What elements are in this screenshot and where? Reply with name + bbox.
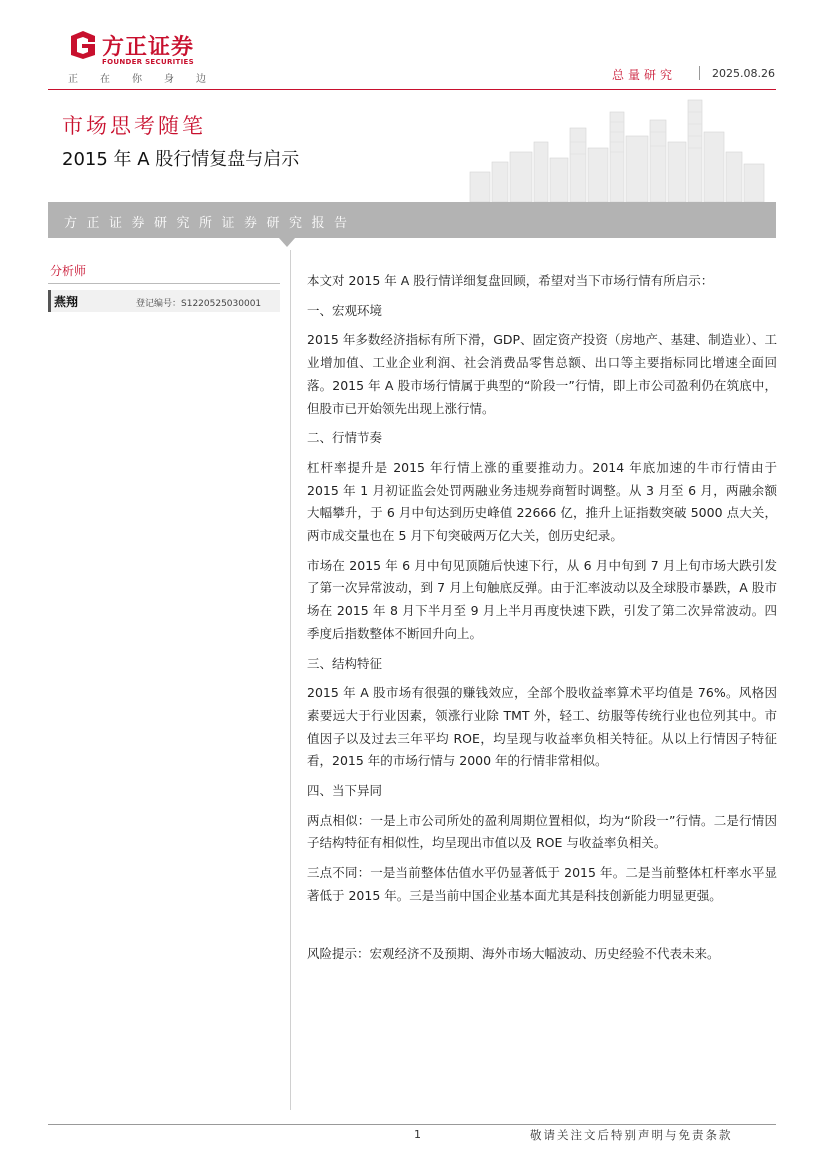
section-paragraph: 杠杆率提升是 2015 年行情上涨的重要推动力。2014 年底加速的牛市行情由于 2015 年 1 月初证监会处罚两融业务违规券商暂时调整。从 3 月至 6 月，两融余额大幅攀升，于 6 月中旬达到历史峰值 22666 亿，推升上证指数突破 5000 点大关，两市成交量也在 5 月下旬突破两万亿大关，创历史纪录。 [307,459,777,544]
section-heading: 三、结构特征 [307,655,383,671]
institute-band [48,202,776,238]
analyst-info [48,290,280,312]
founder-logo [68,30,228,86]
band-notch [279,238,295,247]
logo-slogan: 正在你身边 [68,74,228,85]
institute-band-text: 方正证券研究所证券研究报告 [64,216,357,231]
analyst-accent-bar [48,290,51,312]
section-paragraph: 三点不同：一是当前整体估值水平仍显著低于 2015 年。二是当前整体杠杆率水平显著低于 2015 年。三是当前中国企业基本面尤其是科技创新能力明显更强。 [307,865,777,903]
city-skyline-illustration [430,92,776,202]
column-divider [290,250,291,1110]
section-heading: 一、宏观环境 [307,302,383,318]
risk-warning: 风险提示：宏观经济不及预期、海外市场大幅波动、历史经验不代表未来。 [307,945,720,961]
report-title: 2015 年 A 股行情复盘与启示 [62,149,300,170]
report-date: 2025.08.26 [712,67,775,80]
section-heading: 四、当下异同 [307,783,383,799]
header-rule [48,89,776,90]
footer-rule [48,1124,776,1125]
series-title: 市场思考随笔 [62,114,206,138]
section-paragraph: 两点相似：一是上市公司所处的盈利周期位置相似，均为“阶段一”行情。二是行情因子结构特征有相似性，均呈现出市值以及 ROE 与收益率负相关。 [307,812,777,851]
analyst-label: 分析师 [50,264,87,278]
disclaimer-note: 敬请关注文后特别声明与免责条款 [530,1128,733,1142]
section-paragraph: 2015 年多数经济指标有所下滑，GDP、固定资产投资（房地产、基建、制造业）、工业增加值、工业企业利润、社会消费品零售总额、出口等主要指标同比增速全面回落。2015 年 A 股市场行情属于典型的“阶段一”行情，即上市公司盈利仍在筑底中，但股市已开始领先出现上涨行情。 [307,332,777,416]
header-separator [699,66,700,80]
section-paragraph: 2015 年 A 股市场有很强的赚钱效应，全部个股收益率算术平均值是 76%。风格因素要远大于行业因素，领涨行业除 TMT 外，轻工、纺服等传统行业也位列其中。市值因子以及过去三年平均 ROE，均呈现与收益率负相关特征。从以上行情因子特征看，2015 年的市场行情与 2000 年的行情非常相似。 [307,685,777,769]
analyst-name: 燕翔 [54,295,79,309]
report-body [307,270,777,972]
logo-english-name: FOUNDER SECURITIES [102,58,194,66]
founder-logo-icon [68,30,98,60]
analyst-rule [48,283,280,284]
report-category: 总量研究 [612,68,677,82]
intro-paragraph: 本文对 2015 年 A 股行情详细复盘回顾，希望对当下市场行情有所启示： [307,273,714,288]
section-heading: 二、行情节奏 [307,430,383,446]
analyst-registration: 登记编号：S1220525030001 [136,299,262,309]
page-number: 1 [414,1128,421,1141]
section-paragraph: 市场在 2015 年 6 月中旬见顶随后快速下行，从 6 月中旬到 7 月上旬市场大跌引发了第一次异常波动，到 7 月上旬触底反弹。由于汇率波动以及全球股市暴跌，A 股市场在 2015 年 8 月下半月至 9 月上半月再度快速下跌，引发了第二次异常波动。四季度后指数整体不断回升向上。 [307,557,777,641]
logo-chinese-name: 方正证券 [102,35,195,60]
